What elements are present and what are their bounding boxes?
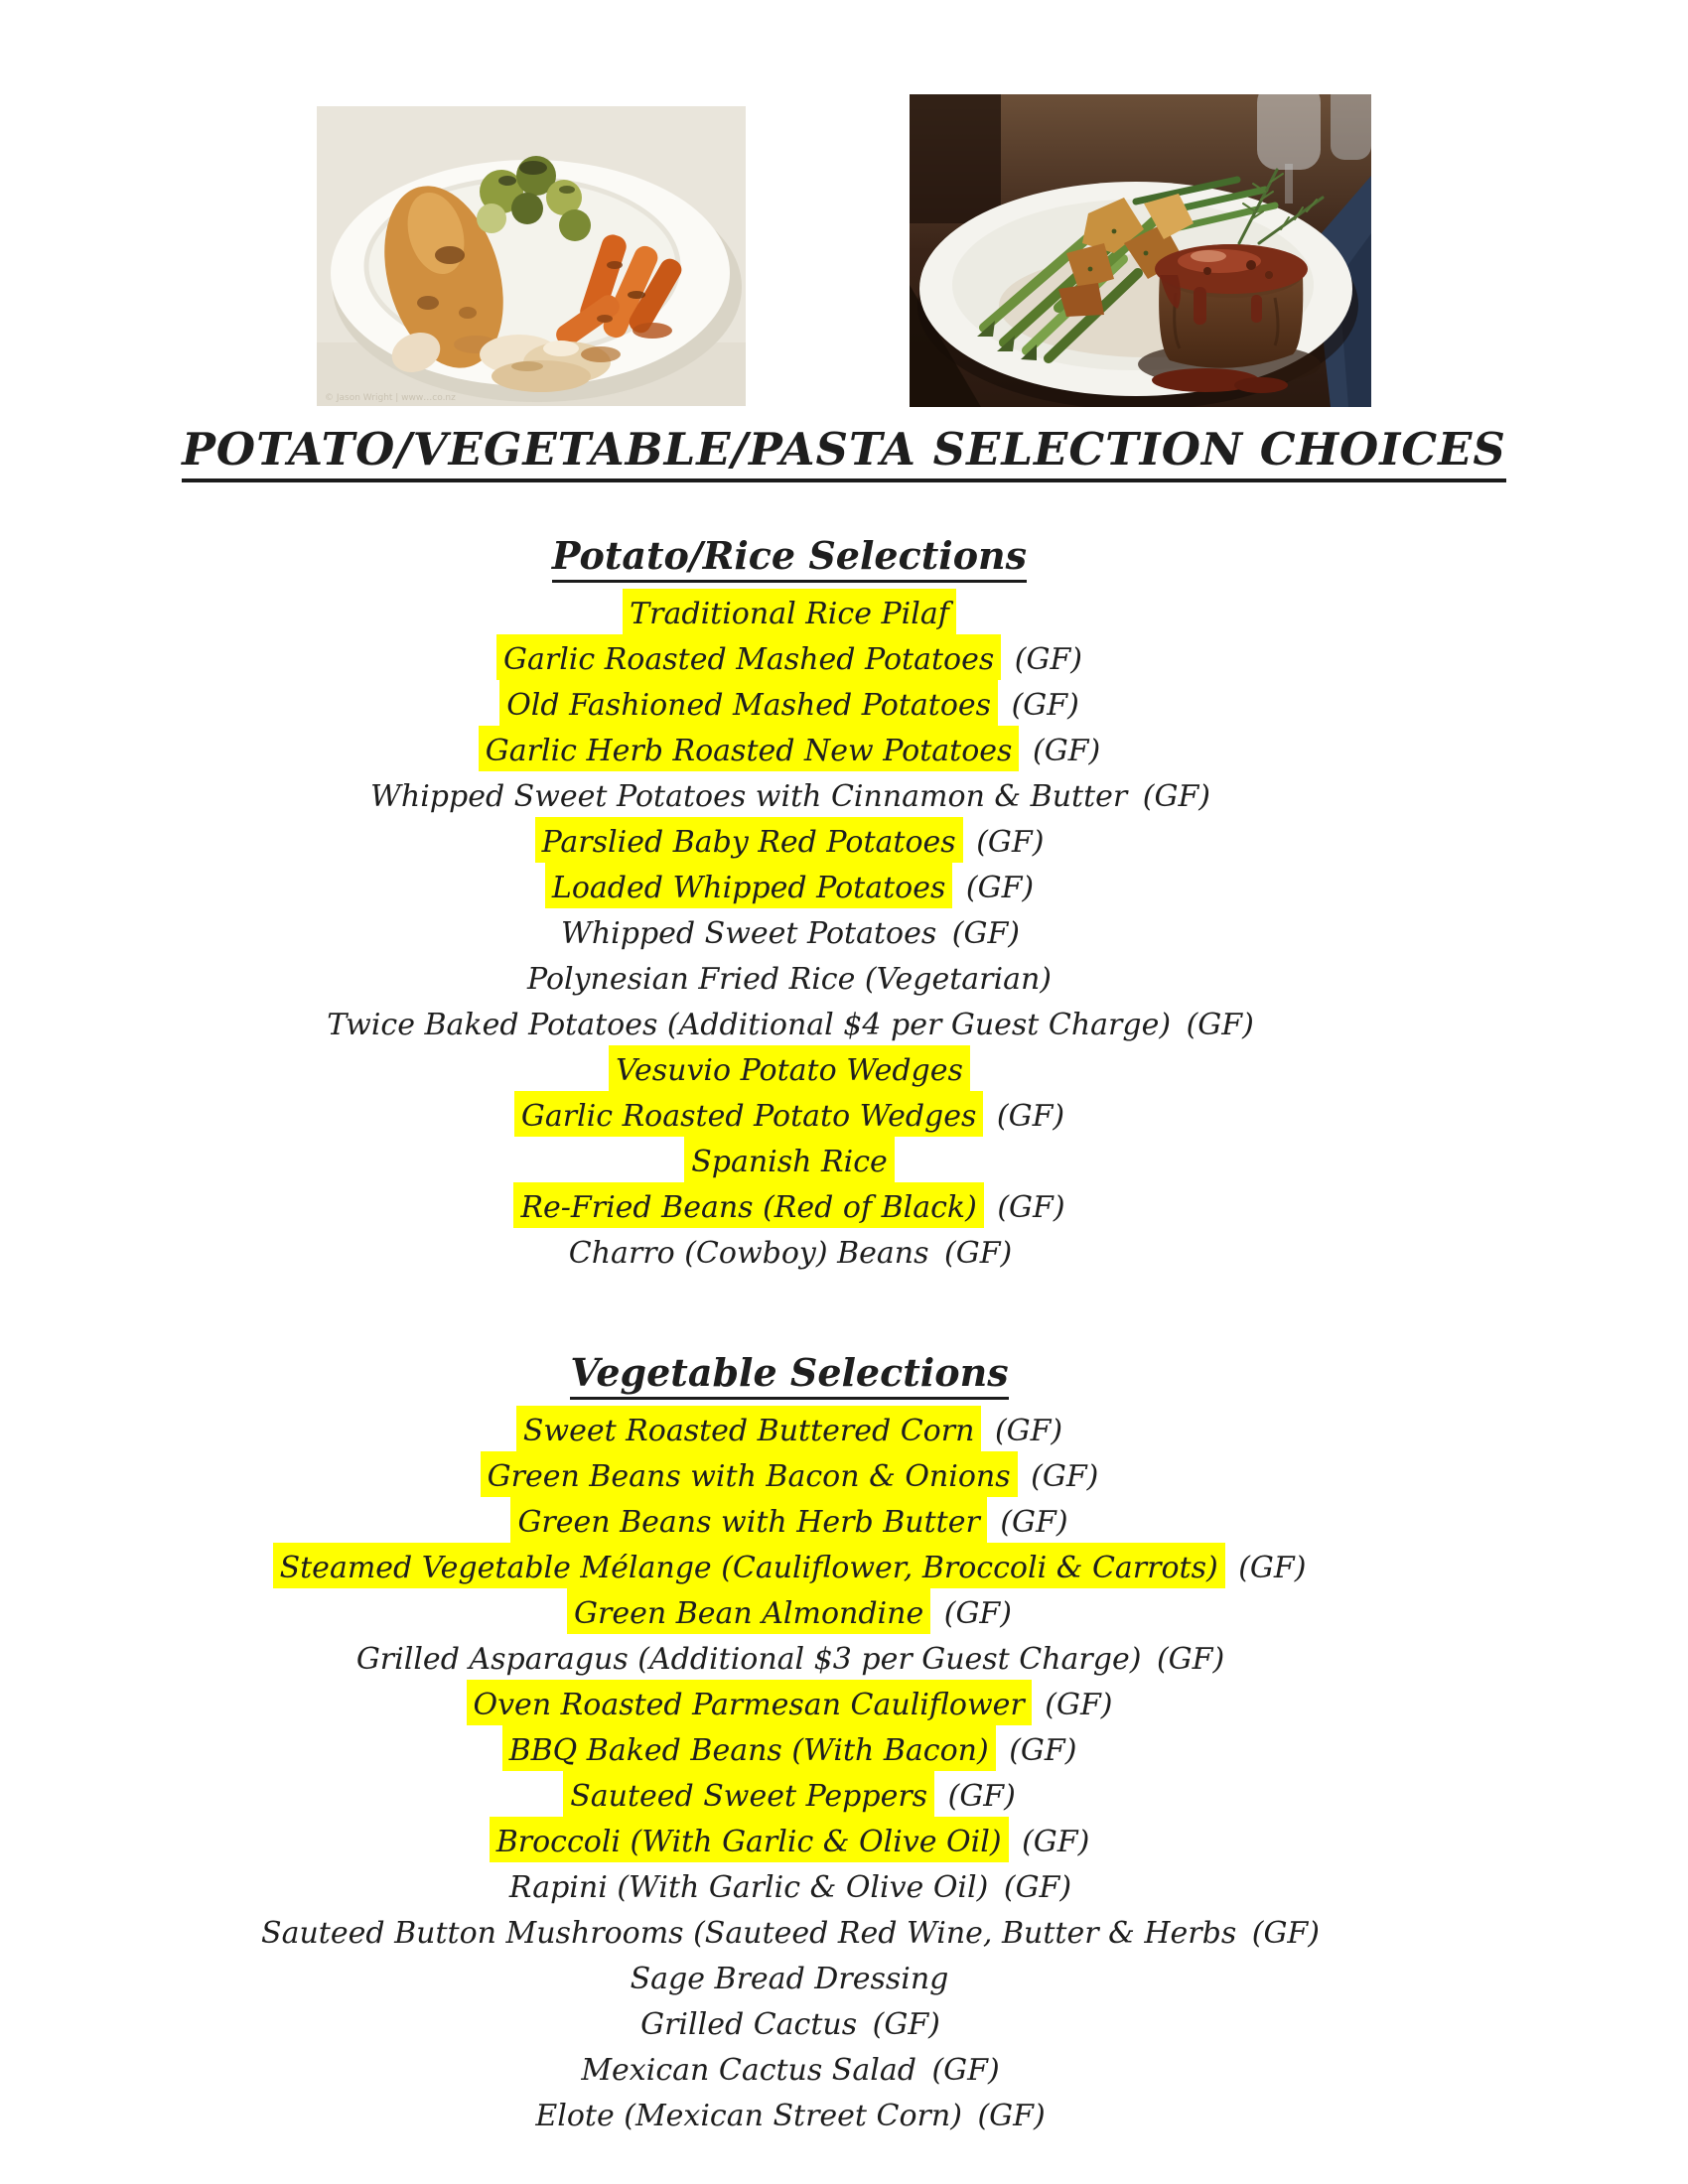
menu-item-gf-tag: (GF): [1021, 1459, 1099, 1494]
menu-item-gf-tag: (GF): [921, 2053, 1000, 2088]
menu-item: [0, 957, 1579, 1003]
menu-item-name: Whipped Sweet Potatoes with Cinnamon & Butter: [370, 779, 1128, 814]
menu-item: [0, 1409, 1579, 1454]
page-title-text: POTATO/VEGETABLE/PASTA SELECTION CHOICES: [182, 423, 1506, 482]
menu-item-gf-tag: (GF): [1005, 642, 1082, 677]
menu-item-name: Old Fashioned Mashed Potatoes: [499, 680, 998, 726]
photo-watermark: © Jason Wright | www…co.nz: [325, 393, 456, 403]
roast-chicken-dinner-photo: [317, 106, 746, 406]
menu-item: [0, 911, 1579, 957]
menu-item-gf-tag: (GF): [967, 2099, 1046, 2133]
menu-item-gf-tag: (GF): [987, 1099, 1065, 1134]
menu-item: [0, 1185, 1579, 1231]
menu-item: [0, 1865, 1579, 1911]
gravy-drip: [581, 346, 621, 362]
menu-item-name: BBQ Baked Beans (With Bacon): [502, 1725, 996, 1771]
menu-item-name: Green Beans with Herb Butter: [510, 1497, 986, 1543]
menu-item-gf-tag: (GF): [863, 2007, 940, 2042]
menu-item-name: Steamed Vegetable Mélange (Cauliflower, Broccoli & Carrots): [273, 1543, 1225, 1588]
menu-item: [0, 2002, 1579, 2048]
photo-row: [0, 0, 1688, 407]
section-heading: [0, 533, 1579, 578]
menu-item: [0, 1048, 1579, 1094]
menu-item: [0, 1500, 1579, 1546]
menu-item-gf-tag: (GF): [1177, 1008, 1254, 1042]
menu-item-gf-tag: (GF): [1012, 1825, 1090, 1859]
menu-item-name: Polynesian Fried Rice (Vegetarian): [526, 962, 1053, 997]
menu-item-gf-tag: (GF): [985, 1414, 1063, 1448]
menu-item: [0, 1683, 1579, 1728]
menu-section: [0, 1350, 1579, 2139]
menu-item-name: Mexican Cactus Salad: [581, 2053, 916, 2088]
menu-item-gf-tag: (GF): [1147, 1642, 1225, 1677]
menu-item-gf-tag: (GF): [938, 1779, 1016, 1814]
menu-item: [0, 2094, 1579, 2139]
menu-item-name: Sauteed Sweet Peppers: [563, 1771, 934, 1817]
menu-item-gf-tag: (GF): [1242, 1916, 1320, 1951]
menu-item: [0, 1140, 1579, 1185]
menu-item-name: Green Beans with Bacon & Onions: [481, 1451, 1018, 1497]
menu-item-gf-tag: (GF): [934, 1236, 1013, 1271]
menu-item-name: Grilled Asparagus (Additional $3 per Guest Charge): [355, 1642, 1142, 1677]
menu-item-name: Spanish Rice: [684, 1137, 895, 1182]
menu-item: [0, 2048, 1579, 2094]
menu-item-gf-tag: (GF): [987, 1190, 1065, 1225]
menu-item-gf-tag: (GF): [934, 1596, 1012, 1631]
menu-item: [0, 1231, 1579, 1277]
menu-item-name: Grilled Cactus: [640, 2007, 858, 2042]
menu-item-gf-tag: (GF): [1002, 688, 1079, 723]
menu-item-gf-tag: (GF): [994, 1870, 1072, 1905]
menu-item: [0, 1728, 1579, 1774]
menu-item: [0, 683, 1579, 729]
menu-item: [0, 1546, 1579, 1591]
menu-item-name: Twice Baked Potatoes (Additional $4 per Guest Charge): [327, 1008, 1172, 1042]
menu-item: [0, 1774, 1579, 1820]
menu-item: [0, 1003, 1579, 1048]
menu-item-gf-tag: (GF): [999, 1733, 1077, 1768]
section-heading-text: Potato/Rice Selections: [552, 533, 1027, 583]
filet-mignon-dinner-photo: [910, 94, 1371, 407]
menu-item-name: Garlic Roasted Potato Wedges: [514, 1091, 984, 1137]
section-heading-text: Vegetable Selections: [570, 1350, 1008, 1400]
menu-item-name: Rapini (With Garlic & Olive Oil): [508, 1870, 989, 1905]
menu-item-name: Parslied Baby Red Potatoes: [535, 817, 963, 863]
menu-item: [0, 1957, 1579, 2002]
menu-item: [0, 1591, 1579, 1637]
menu-item: [0, 1454, 1579, 1500]
menu-item-name: Re-Fried Beans (Red of Black): [513, 1182, 983, 1228]
menu-item-gf-tag: (GF): [990, 1505, 1068, 1540]
menu-sections: [0, 533, 1579, 2139]
menu-item: [0, 1911, 1579, 1957]
page-title: [0, 423, 1688, 476]
menu-item: [0, 592, 1579, 637]
menu-item-gf-tag: (GF): [1023, 734, 1101, 768]
menu-item: [0, 729, 1579, 774]
menu-item: [0, 774, 1579, 820]
menu-item-name: Loaded Whipped Potatoes: [545, 863, 952, 908]
menu-item-name: Sweet Roasted Buttered Corn: [516, 1406, 982, 1451]
menu-item: [0, 637, 1579, 683]
menu-item-gf-tag: (GF): [942, 916, 1020, 951]
menu-item-name: Vesuvio Potato Wedges: [609, 1045, 970, 1091]
menu-item-name: Sauteed Button Mushrooms (Sauteed Red Wine, Butter & Herbs: [261, 1916, 1237, 1951]
menu-item: [0, 1094, 1579, 1140]
menu-item: [0, 820, 1579, 866]
menu-item-name: Broccoli (With Garlic & Olive Oil): [490, 1817, 1009, 1862]
menu-item: [0, 866, 1579, 911]
menu-item-gf-tag: (GF): [966, 825, 1045, 860]
menu-item-name: Traditional Rice Pilaf: [623, 589, 956, 634]
menu-item-name: Garlic Roasted Mashed Potatoes: [496, 634, 1001, 680]
menu-item-gf-tag: (GF): [1133, 779, 1210, 814]
section-heading: [0, 1350, 1579, 1395]
menu-item-gf-tag: (GF): [956, 871, 1035, 905]
menu-item-name: Sage Bread Dressing: [630, 1962, 949, 1996]
menu-item: [0, 1820, 1579, 1865]
menu-item: [0, 1637, 1579, 1683]
menu-item-gf-tag: (GF): [1228, 1551, 1307, 1585]
menu-item-name: Charro (Cowboy) Beans: [568, 1236, 929, 1271]
menu-item-name: Oven Roasted Parmesan Cauliflower: [467, 1680, 1032, 1725]
menu-item-name: Elote (Mexican Street Corn): [535, 2099, 962, 2133]
menu-item-name: Green Bean Almondine: [567, 1588, 930, 1634]
menu-item-name: Whipped Sweet Potatoes: [561, 916, 937, 951]
menu-item-gf-tag: (GF): [1035, 1688, 1113, 1722]
menu-section: [0, 533, 1579, 1277]
menu-item-name: Garlic Herb Roasted New Potatoes: [479, 726, 1020, 771]
